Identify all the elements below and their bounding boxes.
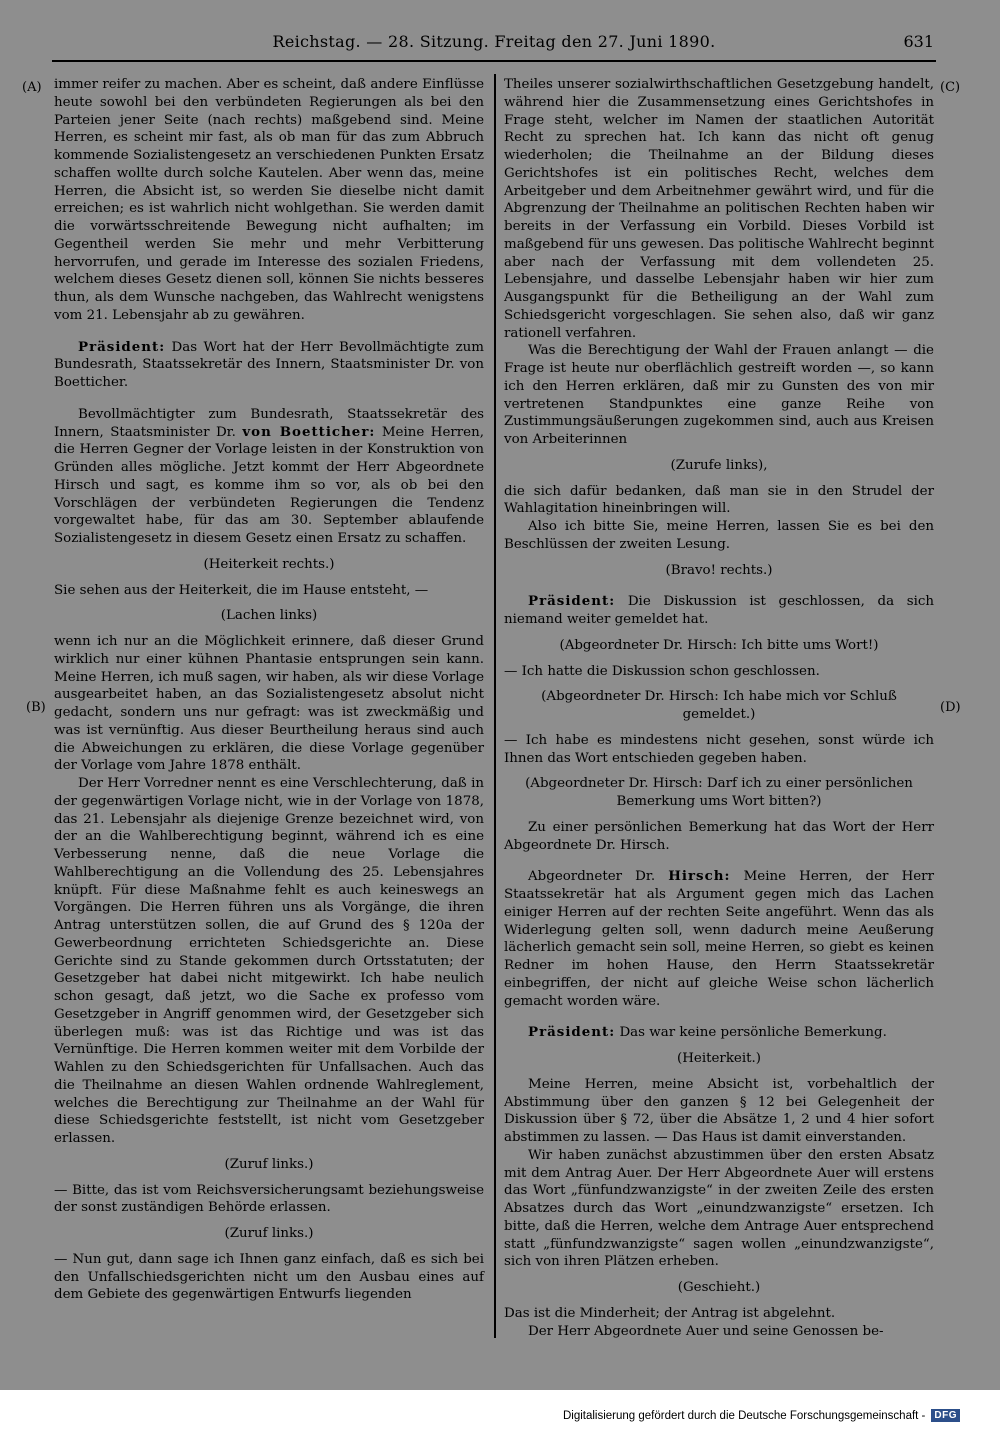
speaker-name: Präsident: <box>528 1024 616 1041</box>
paragraph: Theiles unserer sozialwirthschaftlichen Gesetzgebung handelt, während hier die Zusammensetzung eines Gerichtshofes in Frage steht, welcher im Namen der staatlichen Autorität Recht zu sprechen hat. Ich kann das nicht oft genug wiederholen; die Theilnahme an der Bildung dieses Gerichtshofes ist ein politisches Recht, welches dem Arbeitgeber und dem Arbeitnehmer gewährt wird, und für die Abgrenzung der Theilnahme an politischen Rechten haben wir bereits in der Verfassung ein Vorbild. Dieses Vorbild ist maßgebend für uns gewesen. Das politische Wahlrecht beginnt aber nach der Verfassung mit dem vollendeten 25. Lebensjahre, und dasselbe Lebensjahr haben wir hier zum Ausgangspunkt für die Betheiligung an der Wahl zum Schiedsgericht vorgeschlagen. Sie sehen also, daß wir ganz rationell verfahren. <box>504 77 934 341</box>
margin-marker-a: (A) <box>22 80 42 95</box>
paragraph: — Bitte, das ist vom Reichsversicherungsamt beziehungsweise der sonst zuständigen Behörde erlassen. <box>54 1182 484 1216</box>
paragraph: Das ist die Minderheit; der Antrag ist abgelehnt. <box>504 1305 836 1321</box>
header-title: Reichstag. — 28. Sitzung. Freitag den 27. Juni 1890. <box>272 32 716 51</box>
paragraph: wenn ich nur an die Möglichkeit erinnere, daß dieser Grund wirklich nur einer kühnen Phantasie entsprungen sein kann. Meine Herren, ich muß sagen, wir haben, als wir diese Vorlage ausgearbeitet haben, an das Sozialistengesetz absolut nicht gedacht, sondern uns nur gefragt: was ist zweckmäßig und was ist vernünftig. Aus dieser Beurtheilung heraus sind auch die Abweichungen zu erklären, die diese Vorlage gegenüber der Vorlage vom Jahre 1878 enthält. <box>54 634 484 774</box>
speaker-name: von Boetticher: <box>242 423 376 440</box>
margin-marker-b: (B) <box>26 700 46 715</box>
header-rule <box>52 60 936 62</box>
interjection: (Lachen links) <box>220 608 318 624</box>
interjection: (Zurufe links), <box>670 457 768 473</box>
paragraph: Meine Herren, meine Absicht ist, vorbehaltlich der Abstimmung über den ganzen § 12 bei Gelegenheit der Diskussion über § 72, über die Absätze 1, 2 und 4 hier sofort abstimmen zu lassen. — Das Haus ist damit einverstanden. <box>504 1076 934 1145</box>
paragraph: Sie sehen aus der Heiterkeit, die im Hause entsteht, — <box>54 582 429 598</box>
speech-text: Die Diskussion ist geschlossen, da sich niemand weiter gemeldet hat. <box>504 594 934 627</box>
interjection: (Heiterkeit rechts.) <box>203 556 335 572</box>
paragraph <box>504 1024 934 1042</box>
paragraph: — Ich hatte die Diskussion schon geschlossen. <box>504 663 820 679</box>
paragraph: immer reifer zu machen. Aber es scheint, daß andere Einflüsse heute sowohl bei den verbündeten Regierungen als bei den Parteien jener Seite (nach rechts) maßgebend sind. Meine Herren, es scheint mir fast, als ob man für das zum Abbruch kommende Sozialistengesetz an verschiedenen Punkten Ersatz schaffen wollte durch solche Kautelen. Aber wenn das, meine Herren, die Absicht ist, so werden Sie dieselbe nicht damit erreichen; es ist wahrlich nicht wohlgethan. Sie werden damit die vorwärtsschreitende Bewegung nicht aufhalten; im Gegentheil werden Sie mehr und mehr Verbitterung hervorrufen, und gerade im Interesse des sozialen Friedens, welchem dieses Gesetz dienen soll, können Sie nichts besseres thun, als dem Wunsche nachgeben, das Wahlrecht wenigstens vom 21. Lebensjahr ab zu gewähren. <box>54 77 484 323</box>
paragraph: — Nun gut, dann sage ich Ihnen ganz einfach, daß es sich bei den Unfallschiedsgerichten nicht um den Ausbau eines auf dem Gebiete des gegenwärtigen Entwurfs liegenden <box>54 1251 484 1303</box>
paragraph: Was die Berechtigung der Wahl der Frauen anlangt — die Frage ist heute nur oberflächlich gestreift worden —, so kann ich den Herren erklären, daß mir zu Gunsten des von mir vertretenen Standpunktes eine ganze Reihe von Zustimmungsäußerungen zugekommen sind, auch aus Kreisen von Arbeiterinnen <box>504 343 934 447</box>
paragraph <box>54 339 484 392</box>
speech-text: Meine Herren, der Herr Staatssekretär hat als Argument gegen mich das Lachen einiger Herren auf der rechten Seite angeführt. Wenn das als Widerlegung gelten soll, wenn dadurch meine Aeußerung lächerlich gemacht sein soll, meine Herren, so giebt es keinen Redner im hohen Hause, den Herrn Staatssekretär einbegriffen, der nicht auf gleiche Weise schon lächerlich gemacht worden wäre. <box>504 869 934 1009</box>
speech-text: Das war keine persönliche Bemerkung. <box>615 1025 887 1041</box>
interjection: (Abgeordneter Dr. Hirsch: Darf ich zu einer persönlichen Bemerkung ums Wort bitten?) <box>525 776 913 809</box>
running-header <box>54 30 934 54</box>
speaker-intro: Abgeordneter Dr. <box>528 869 669 885</box>
speaker-name: Präsident: <box>528 593 616 610</box>
interjection: (Abgeordneter Dr. Hirsch: Ich bitte ums Wort!) <box>559 637 879 653</box>
speaker-intro: Bevollmächtigter zum Bundesrath, Staatssekretär des Innern, Staatsminister Dr. <box>54 406 484 440</box>
interjection: (Zuruf links.) <box>224 1156 314 1172</box>
margin-marker-d: (D) <box>940 700 961 715</box>
paragraph: Zu einer persönlichen Bemerkung hat das Wort der Herr Abgeordnete Dr. Hirsch. <box>504 819 934 853</box>
interjection: (Bravo! rechts.) <box>665 562 773 578</box>
speech-text: Das Wort hat der Herr Bevollmächtigte zum Bundesrath, Staatssekretär des Innern, Staatsminister Dr. von Boetticher. <box>54 339 484 390</box>
speaker-name: Präsident: <box>78 338 166 355</box>
paragraph <box>504 868 934 1010</box>
paragraph: Der Herr Abgeordnete Auer und seine Genossen be- <box>528 1323 884 1339</box>
margin-marker-c: (C) <box>940 80 961 95</box>
paragraph <box>504 593 934 629</box>
paragraph <box>54 406 484 548</box>
speaker-name: Hirsch: <box>668 868 731 885</box>
left-column <box>54 76 484 1304</box>
credit-text: Digitalisierung gefördert durch die Deutsche Forschungsgemeinschaft - <box>562 1409 926 1422</box>
dfg-logo: DFG <box>931 1409 960 1422</box>
paragraph: Der Herr Vorredner nennt es eine Verschlechterung, daß in der gegenwärtigen Vorlage nicht, wie in der Vorlage von 1878, das 21. Lebensjahr als diejenige Grenze bezeichnet wird, von der an die Wahlberechtigung beginnt, während ich es eine Verbesserung nenne, daß die neue Vorlage die Wahlberechtigung an die Vollendung des 25. Lebensjahres knüpft. Für diese Maßnahme fehlt es auch keineswegs an Vorgängen. Die Herren führen uns als Vorgänge, die ihren Antrag unterstützen sollen, die auf Grund des § 120a der Gewerbeordnung errichteten Schiedsgerichte an. Diese Gerichte sind zu Stande gekommen durch Ortsstatuten; der Gesetzgeber hat dabei nicht mitgewirkt. Ich habe neulich schon gesagt, daß jetzt, wo die Sache ex professo vom Gesetzgeber in Angriff genommen wird, der Gesetzgeber sich überlegen muß: was ist das Richtige und was ist das Vernünftige. Die Herren kommen weiter mit dem Vorbilde der Wahlen zu den Schiedsgerichten für Unfallsachen. Auch das die Theilnahme an diesen Wahlen ordnende Wahlreglement, welches die Berechtigung zur Theilnahme an der Wahl für diese Schiedsgerichte feststellt, ist nicht vom Gesetzgeber erlassen. <box>54 776 484 1146</box>
speech-text: Meine Herren, die Herren Gegner der Vorlage leisten in der Konstruktion von Gründen alles mögliche. Jetzt kommt der Herr Abgeordnete Hirsch und sagt, es komme ihm so vor, als ob bei den Vorschlägen der verbündeten Regierungen die Tendenz vorgewaltet habe, für das am 30. September ablaufende Sozialistengesetz in diesem Gesetz einen Ersatz zu schaffen. <box>54 424 484 546</box>
interjection: (Heiterkeit.) <box>677 1051 761 1066</box>
interjection: (Abgeordneter Dr. Hirsch: Ich habe mich vor Schluß gemeldet.) <box>541 689 897 722</box>
paragraph: Also ich bitte Sie, meine Herren, lassen Sie es bei den Beschlüssen der zweiten Lesung. <box>504 519 934 552</box>
paragraph: die sich dafür bedanken, daß man sie in den Strudel der Wahlagitation hineinbringen will. <box>504 483 934 517</box>
column-divider <box>494 74 496 1338</box>
interjection: (Zuruf links.) <box>224 1226 314 1241</box>
paragraph: — Ich habe es mindestens nicht gesehen, sonst würde ich Ihnen das Wort entschieden gegeben haben. <box>504 732 934 766</box>
paragraph: Wir haben zunächst abzustimmen über den ersten Absatz mit dem Antrag Auer. Der Herr Abgeordnete Auer will erstens das Wort „fünfundzwanzigste“ in der zweiten Zeile des ersten Absatzes durch das Wort „einundzwanzigste“ ersetzen. Ich bitte, daß die Herren, welche dem Antrage Auer entsprechend statt „fünfundzwanzigste“ sagen wollen „einundzwanzigste“, sich von ihren Plätzen erheben. <box>504 1147 934 1270</box>
page-number: 631 <box>903 32 934 51</box>
right-column <box>504 76 934 1340</box>
digitization-credit <box>563 1409 960 1422</box>
interjection: (Geschieht.) <box>677 1280 761 1295</box>
